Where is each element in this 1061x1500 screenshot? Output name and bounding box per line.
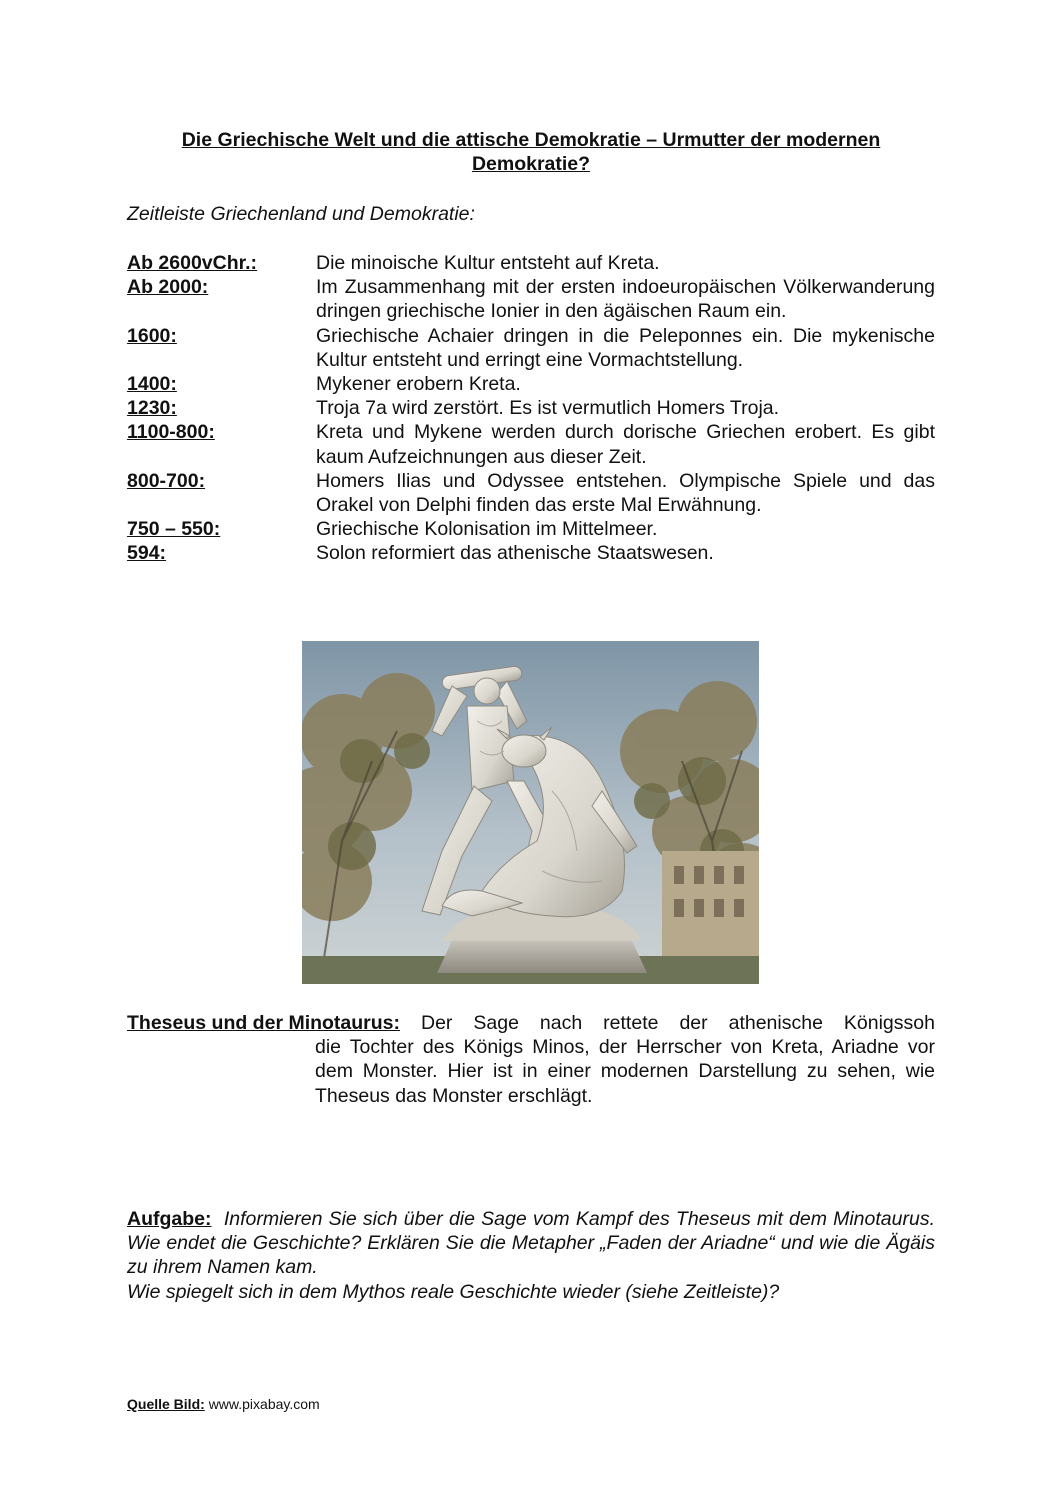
theseus-paragraph xyxy=(127,1011,935,1108)
timeline-row xyxy=(127,275,935,323)
theseus-word: der xyxy=(679,1012,708,1034)
timeline-date: 1400: xyxy=(127,373,177,396)
source-link: www.pixabay.com xyxy=(208,1396,320,1412)
theseus-text: die Tochter des Königs Minos, der Herrscher von Kreta, Ariadne vor dem Monster. Hier ist in einer modernen Darstellung zu sehen, wie Theseus das Monster erschlägt. xyxy=(315,1036,935,1107)
document-title: Die Griechische Welt und die attische Demokratie – Urmutter der modernen Demokratie? xyxy=(181,129,881,175)
timeline-date: 1230: xyxy=(127,397,177,420)
theseus-word: Königssoh xyxy=(843,1012,935,1034)
timeline-date: 1600: xyxy=(127,324,177,347)
timeline-text: Griechische Kolonisation im Mittelmeer. xyxy=(316,518,658,541)
timeline-row xyxy=(127,541,935,565)
task-paragraph xyxy=(127,1207,935,1280)
timeline-text: Homers Ilias und Odyssee entstehen. Olympische Spiele und das Orakel von Delphi finden das erste Mal Erwähnung. xyxy=(316,469,935,517)
timeline-date: 750 – 550: xyxy=(127,518,221,541)
task-text: Informieren Sie sich über die Sage vom Kampf des Theseus mit dem Minotaurus. Wie endet die Geschichte? Erklären Sie die Metapher „Faden der Ariadne“ und wie die Ägäis zu ihrem Namen kam. xyxy=(127,1208,935,1279)
timeline-text: Die minoische Kultur entsteht auf Kreta. xyxy=(316,252,660,274)
timeline-row xyxy=(127,420,935,468)
theseus-word: athenische xyxy=(728,1012,823,1034)
timeline-row xyxy=(127,396,935,420)
theseus-word: Sage xyxy=(473,1012,519,1034)
task-section xyxy=(127,1207,935,1304)
timeline-text: Solon reformiert das athenische Staatswesen. xyxy=(316,542,714,565)
timeline-row xyxy=(127,324,935,372)
timeline xyxy=(127,251,935,566)
theseus-first-line xyxy=(127,1011,935,1035)
timeline-date: 800-700: xyxy=(127,469,206,492)
timeline-text: Griechische Achaier dringen in die Peleponnes ein. Die mykenische Kultur entsteht und erringt eine Vormachtstellung. xyxy=(316,324,935,371)
theseus-word: Der xyxy=(421,1012,453,1034)
timeline-text: Mykener erobern Kreta. xyxy=(316,373,521,396)
task-question: Wie spiegelt sich in dem Mythos reale Geschichte wieder (siehe Zeitleiste)? xyxy=(127,1280,780,1303)
theseus-label: Theseus und der Minotaurus: xyxy=(127,1012,401,1034)
timeline-date: 1100-800: xyxy=(127,421,215,444)
timeline-text: Im Zusammenhang mit der ersten indoeuropäischen Völkerwanderung dringen griechische Ionier in den ägäischen Raum ein. xyxy=(316,276,935,323)
timeline-date: Ab 2600vChr.: xyxy=(127,252,258,274)
task-label: Aufgabe: xyxy=(127,1208,212,1230)
timeline-row xyxy=(127,469,935,517)
timeline-text: Troja 7a wird zerstört. Es ist vermutlich Homers Troja. xyxy=(316,397,780,420)
timeline-row xyxy=(127,517,935,541)
source-label: Quelle Bild: xyxy=(127,1396,205,1412)
image-source xyxy=(127,1395,320,1413)
timeline-heading: Zeitleiste Griechenland und Demokratie: xyxy=(127,203,475,225)
timeline-date: 594: xyxy=(127,542,167,565)
timeline-row xyxy=(127,251,935,275)
timeline-row xyxy=(127,372,935,396)
theseus-word: rettete xyxy=(603,1012,659,1034)
theseus-minotaur-statue-photo xyxy=(302,641,759,984)
timeline-text: Kreta und Mykene werden durch dorische Griechen erobert. Es gibt kaum Aufzeichnungen aus dieser Zeit. xyxy=(316,421,935,468)
timeline-date: Ab 2000: xyxy=(127,276,209,299)
theseus-word: nach xyxy=(539,1012,583,1034)
